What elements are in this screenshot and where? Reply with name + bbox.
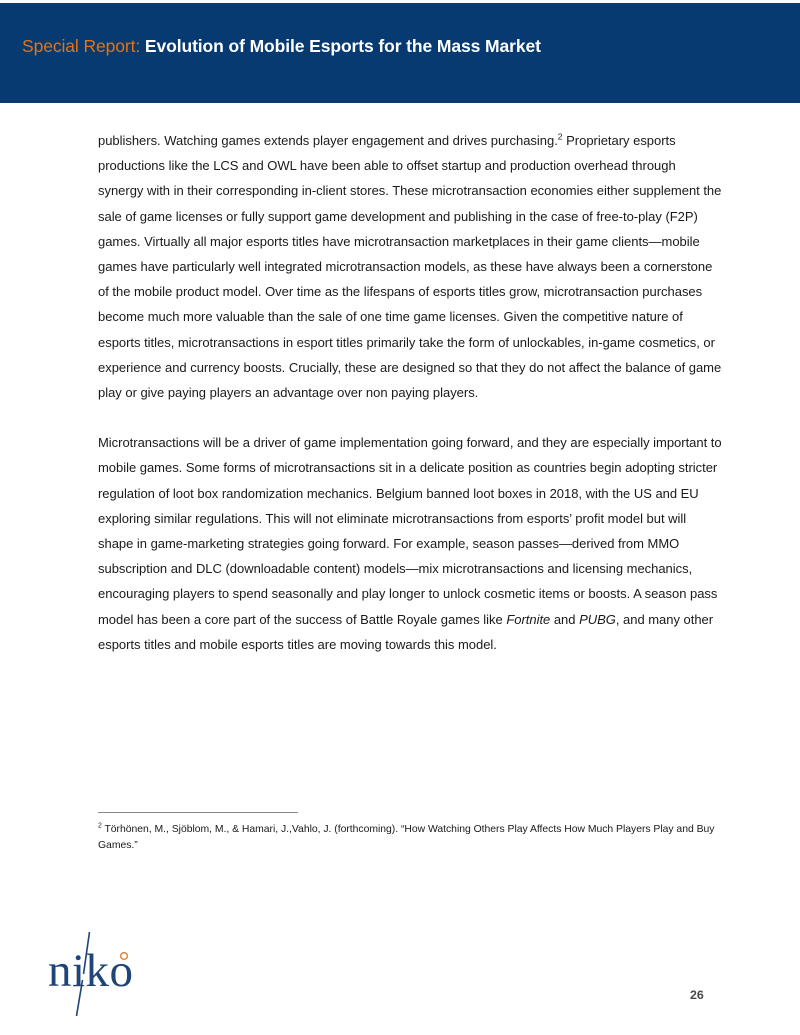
paragraph-microtransaction-economies (98, 128, 722, 405)
footnote-section (98, 812, 722, 854)
footnote-marker-2: 2 (98, 822, 102, 830)
footnote-citation-text: Törhönen, M., Sjöblom, M., & Hamari, J.,Vahlo, J. (forthcoming). “How Watching Others Play Affects How Much Players Play and Buy Games.” (98, 824, 715, 852)
footnote-separator-rule (98, 812, 298, 813)
header-title (22, 36, 541, 57)
paragraph-microtransaction-regulation (98, 430, 722, 657)
game-title-pubg: PUBG (579, 611, 616, 627)
paragraph-2-segment-3: , and many other esports titles and mobile esports titles are moving towards this model. (98, 611, 714, 652)
footnote-reference-2: 2 (557, 131, 563, 142)
header-eyebrow: Special Report: (22, 36, 141, 56)
paragraph-2-segment-2: and (550, 611, 580, 627)
paragraph-1-segment-1: publishers. Watching games extends player engagement and drives purchasing. (98, 133, 558, 148)
paragraph-2-segment-1: Microtransactions will be a driver of game implementation going forward, and they are especially important to mobile games. Some forms of microtransactions sit in a delicate position as countries begin adopting stricter regulation of loot box randomization mechanics. Belgium banned loot boxes in 2018, with the US and EU exploring similar regulations. This will not eliminate microtransactions from esports’ profit model but will shape in game-marketing strategies going forward. For example, season passes—derived from MMO subscription and DLC (downloadable content) models—mix microtransactions and licensing mechanics, encouraging players to spend seasonally and play longer to unlock cosmetic items or boosts. A season pass model has been a core part of the success of Battle Royale games like (98, 435, 722, 627)
document-body (98, 128, 722, 657)
header-title-text: Evolution of Mobile Esports for the Mass Market (144, 36, 541, 56)
report-header-band (0, 3, 800, 103)
game-title-fortnite: Fortnite (506, 611, 551, 627)
paragraph-1-segment-2: Proprietary esports productions like the LCS and OWL have been able to offset startup and production overhead through synergy with in their corresponding in-client stores. These microtransaction economies either supplement the sale of game licenses or fully support game development and publishing in the case of free-to-play (F2P) games. Virtually all major esports titles have microtransaction marketplaces in their game clients—mobile games have particularly well integrated microtransaction models, as these have always been a cornerstone of the mobile product model. Over time as the lifespans of esports titles grow, microtransaction purchases become much more valuable than the sale of one time game licenses. Given the competitive nature of esports titles, microtransactions in esport titles primarily take the form of unlockables, in-game cosmetics, or experience and currency boosts. Crucially, these are designed so that they do not affect the balance of game play or give paying players an advantage over non paying players. (98, 133, 722, 401)
logo-wordmark: niko (48, 945, 134, 997)
footnote-entry (98, 822, 722, 854)
page-number: 26 (690, 988, 704, 1002)
niko-logo (48, 928, 168, 1018)
